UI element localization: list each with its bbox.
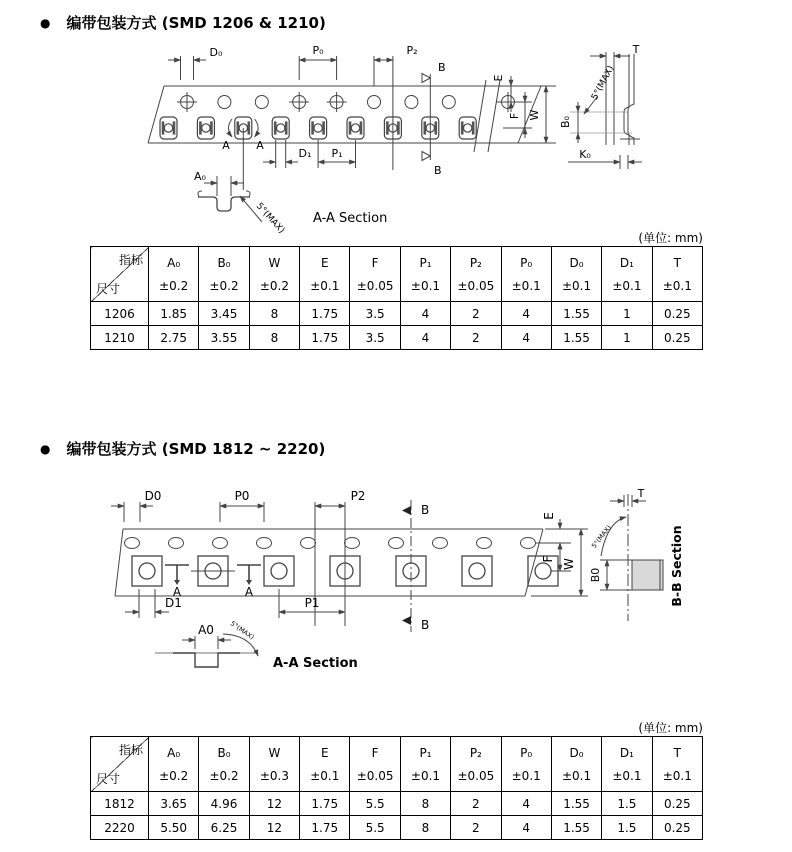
aa-section-label: A-A Section: [313, 211, 388, 226]
dim-label-w: W: [528, 109, 541, 121]
table-row: 1210 2.75 3.55 8 1.75 3.5 4 2 4 1.55 1 0.25: [91, 326, 703, 350]
col-header: T ±0.1: [652, 737, 702, 792]
dim-label-d0: D0: [144, 489, 162, 503]
section-marker-b-top: B: [421, 503, 430, 517]
table-row: 1812 3.65 4.96 12 1.75 5.5 8 2 4 1.55 1.5 0.25: [91, 792, 703, 816]
unit-label-2: (单位: mm): [638, 721, 703, 735]
sprocket-holes: [125, 538, 536, 549]
dim-label-f: F: [541, 555, 555, 563]
dim-label-a0: A₀: [194, 170, 206, 183]
dim-label-t: T: [632, 43, 640, 56]
aa-section-view: [155, 634, 258, 667]
dim-label-e: E: [492, 74, 505, 82]
col-header: B₀ ±0.2: [199, 737, 249, 792]
spec-table-1812-2220: [90, 736, 703, 840]
dim-label-b0: B₀: [559, 116, 572, 128]
col-header: P₂ ±0.05: [451, 737, 501, 792]
table-corner-cell: [91, 737, 149, 792]
table-header-row: [91, 737, 703, 792]
col-header: P₁ ±0.1: [400, 247, 450, 302]
bb-section-label: B-B Section: [669, 525, 684, 607]
bullet-icon: ●: [40, 15, 51, 30]
col-header: A₀ ±0.2: [149, 247, 199, 302]
col-header: A₀ ±0.2: [149, 737, 199, 792]
table-corner-cell: [91, 247, 149, 302]
col-header: W ±0.3: [249, 737, 299, 792]
tape-outline: [148, 80, 541, 152]
dim-label-p0: P₀: [312, 44, 324, 57]
corner-label-size: 尺寸: [96, 772, 121, 786]
col-header: W ±0.2: [249, 247, 299, 302]
dim-label-b0: B0: [589, 567, 602, 583]
size-cell: 1210: [91, 326, 149, 350]
table-row: 1206 1.85 3.45 8 1.75 3.5 4 2 4 1.55 1 0.25: [91, 302, 703, 326]
size-cell: 1812: [91, 792, 149, 816]
dim-label-d0: D₀: [209, 46, 223, 59]
section2-title: [40, 438, 325, 459]
section-marker-a-right: A: [256, 139, 264, 152]
sprocket-holes: [177, 92, 518, 112]
section-marker-a-left: A: [222, 139, 230, 152]
section-marker-b-top: B: [438, 61, 446, 74]
dim-label-p2: P₂: [406, 44, 418, 57]
aa-section-label: A-A Section: [273, 656, 358, 671]
dim-label-d1: D1: [165, 596, 182, 610]
angle-label-aa: 5°(MAX): [253, 201, 287, 236]
dim-label-p1: P₁: [331, 147, 343, 160]
corner-label-size: 尺寸: [96, 282, 121, 296]
dim-label-f: F: [508, 112, 521, 120]
col-header: E ±0.1: [300, 247, 350, 302]
tape-diagram-smd1206-1210: [128, 40, 728, 240]
angle-label-aa: 5°(MAX): [228, 619, 256, 642]
dim-label-a0: A0: [198, 623, 214, 637]
angle-label-side: 5°(MAX): [590, 64, 617, 102]
dim-label-w: W: [562, 558, 576, 570]
col-header: D₀ ±0.1: [551, 247, 601, 302]
dimension-lines: [111, 500, 588, 632]
tape-diagram-smd1812-2220: [95, 486, 715, 698]
col-header: F ±0.05: [350, 247, 400, 302]
bb-section-view: [600, 494, 663, 621]
section1-title-text: 编带包装方式 (SMD 1206 & 1210): [66, 14, 326, 32]
dim-label-d1: D₁: [298, 147, 312, 160]
col-header: P₀ ±0.1: [501, 247, 551, 302]
bullet-icon: ●: [40, 441, 51, 456]
col-header: P₁ ±0.1: [400, 737, 450, 792]
dim-label-p0: P0: [234, 489, 250, 503]
corner-label-metric: 指标: [118, 743, 143, 757]
dim-label-p1: P1: [304, 596, 320, 610]
component-pockets: [160, 117, 476, 139]
col-header: F ±0.05: [350, 737, 400, 792]
dim-label-e: E: [542, 512, 556, 520]
dim-label-k0: K₀: [579, 148, 591, 161]
col-header: T ±0.1: [652, 247, 702, 302]
table-header-row: [91, 247, 703, 302]
col-header: D₁ ±0.1: [602, 737, 652, 792]
dim-label-t: T: [637, 487, 645, 500]
col-header: B₀ ±0.2: [199, 247, 249, 302]
col-header: E ±0.1: [300, 737, 350, 792]
section2-title-text: 编带包装方式 (SMD 1812 ~ 2220): [66, 440, 326, 458]
col-header: P₂ ±0.05: [451, 247, 501, 302]
col-header: P₀ ±0.1: [501, 737, 551, 792]
section-marker-a-right: A: [244, 585, 254, 599]
size-cell: 1206: [91, 302, 149, 326]
spec-table-1206-1210: [90, 246, 703, 350]
section-marker-a-left: A: [172, 585, 182, 599]
table-row: 2220 5.50 6.25 12 1.75 5.5 8 2 4 1.55 1.5 0.25: [91, 816, 703, 840]
size-cell: 2220: [91, 816, 149, 840]
col-header: D₁ ±0.1: [602, 247, 652, 302]
col-header: D₀ ±0.1: [551, 737, 601, 792]
dim-label-p2: P2: [350, 489, 366, 503]
section-marker-b-bottom: B: [434, 164, 442, 177]
unit-label-1: (单位: mm): [638, 231, 703, 245]
angle-label-bb: 5°(MAX): [589, 523, 613, 550]
corner-label-metric: 指标: [118, 253, 143, 267]
section1-title: [40, 12, 326, 33]
section-marker-b-bottom: B: [421, 618, 430, 632]
section-markers-aa: [165, 565, 261, 585]
